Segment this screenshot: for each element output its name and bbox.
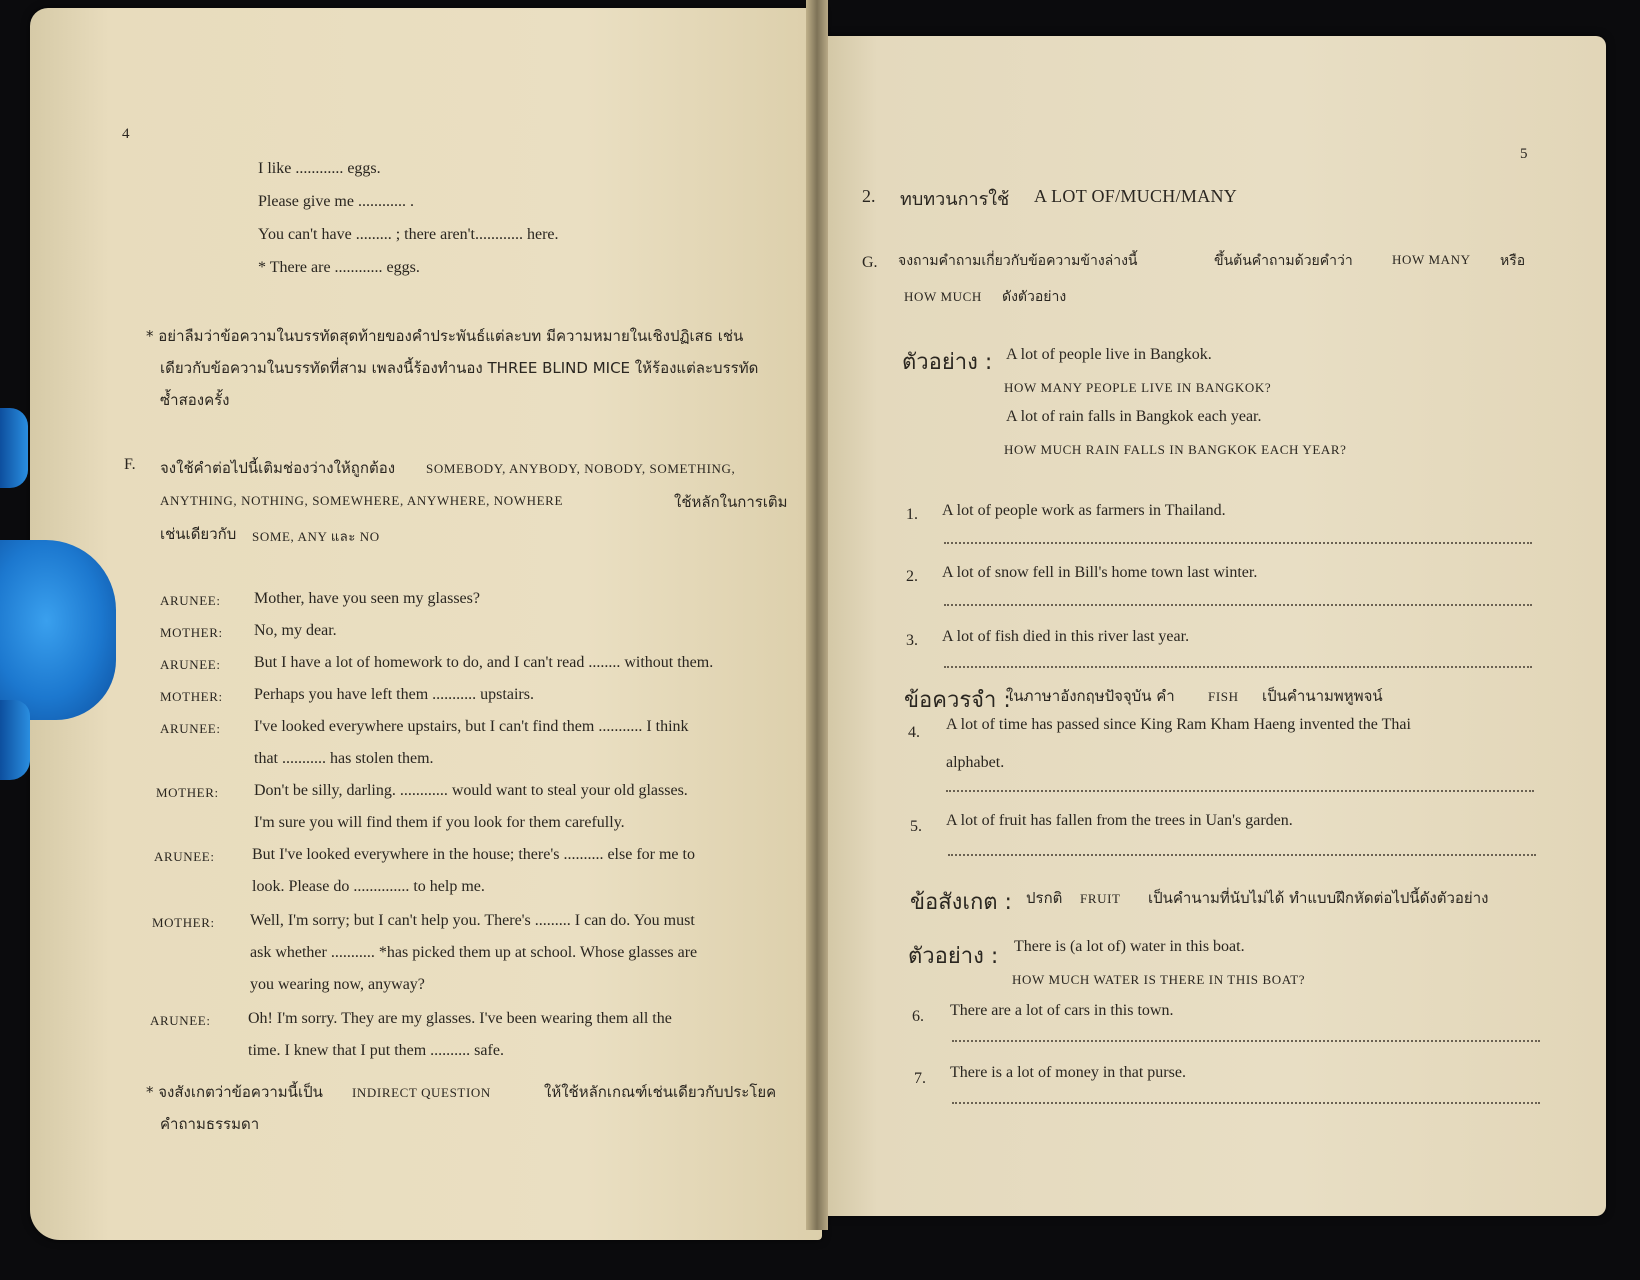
exercise-instruction: จงใช้คำต่อไปนี้เติมช่องว่างให้ถูกต้อง — [160, 459, 396, 477]
example-label: ตัวอย่าง : — [908, 944, 999, 969]
word-list: ANYTHING, NOTHING, SOMEWHERE, ANYWHERE, NOWHERE — [160, 493, 563, 508]
example-question: HOW MUCH RAIN FALLS IN BANGKOK EACH YEAR? — [1004, 442, 1347, 457]
item-number: 3. — [906, 632, 918, 649]
section-title-thai: ทบทวนการใช้ — [900, 189, 1010, 210]
keyword: FISH — [1208, 689, 1239, 704]
section-number: 2. — [862, 186, 876, 206]
item-number: 1. — [906, 506, 918, 523]
dialogue-speaker: MOTHER: — [152, 915, 215, 930]
item-text: alphabet. — [946, 754, 1005, 771]
dialogue-line: Oh! I'm sorry. They are my glasses. I've been wearing them all the — [248, 1010, 672, 1027]
page-number-right: 5 — [1520, 146, 1528, 162]
example-sentence: A lot of rain falls in Bangkok each year. — [1006, 408, 1262, 425]
dialogue-line: look. Please do .............. to help me. — [252, 878, 485, 895]
footnote-text: ให้ใช้หลักเกณฑ์เช่นเดียวกับประโยค — [544, 1083, 777, 1101]
answer-line — [944, 666, 1532, 668]
dialogue-line: you wearing now, anyway? — [250, 976, 425, 993]
item-text: There is a lot of money in that purse. — [950, 1064, 1186, 1081]
dialogue-speaker: ARUNEE: — [160, 593, 221, 608]
item-text: A lot of fruit has fallen from the trees in Uan's garden. — [946, 812, 1293, 829]
example-line: Please give me ............ . — [258, 193, 414, 210]
glove-thumb — [0, 540, 116, 720]
example-line: You can't have ......... ; there aren't............ here. — [258, 226, 559, 243]
example-sentence: A lot of people live in Bangkok. — [1006, 346, 1212, 363]
dialogue-speaker: ARUNEE: — [150, 1013, 211, 1028]
answer-line — [944, 542, 1532, 544]
dialogue-line: ask whether ........... *has picked them up at school. Whose glasses are — [250, 944, 698, 961]
dialogue-line: I've looked everywhere upstairs, but I can't find them ........... I think — [254, 718, 689, 735]
word-list: SOMEBODY, ANYBODY, NOBODY, SOMETHING, — [426, 461, 736, 476]
dialogue-line: that ........... has stolen them. — [254, 750, 434, 767]
section-title: A LOT OF/MUCH/MANY — [1034, 186, 1238, 206]
remember-text: ในภาษาอังกฤษปัจจุบัน คำ — [1006, 687, 1175, 705]
exercise-instruction: ใช้หลักในการเติม — [674, 493, 788, 511]
example-question: HOW MUCH WATER IS THERE IN THIS BOAT? — [1012, 972, 1306, 987]
footnote-text: คำถามธรรมดา — [160, 1115, 260, 1133]
answer-line — [944, 604, 1532, 606]
dialogue-speaker: ARUNEE: — [160, 721, 221, 736]
footnote-text: * จงสังเกตว่าข้อความนี้เป็น — [146, 1083, 323, 1101]
dialogue-speaker: ARUNEE: — [154, 849, 215, 864]
observe-label: ข้อสังเกต : — [910, 890, 1012, 915]
book-gutter — [806, 0, 828, 1230]
dialogue-speaker: MOTHER: — [156, 785, 219, 800]
remember-label: ข้อควรจำ : — [904, 688, 1011, 713]
dialogue-line: Perhaps you have left them ........... upstairs. — [254, 686, 534, 703]
exercise-instruction: เช่นเดียวกับ — [160, 525, 237, 543]
item-number: 4. — [908, 724, 920, 741]
item-text: There are a lot of cars in this town. — [950, 1002, 1174, 1019]
answer-line — [946, 790, 1534, 792]
observe-text: เป็นคำนามที่นับไม่ได้ ทำแบบฝึกหัดต่อไปนี้ดังตัวอย่าง — [1148, 889, 1489, 907]
item-text: A lot of people work as farmers in Thailand. — [942, 502, 1226, 519]
exercise-letter: F. — [124, 456, 136, 473]
remember-text: เป็นคำนามพหูพจน์ — [1262, 687, 1383, 705]
exercise-instruction: หรือ — [1500, 253, 1526, 269]
dialogue-line: Well, I'm sorry; but I can't help you. There's ......... I can do. You must — [250, 912, 695, 929]
right-page — [814, 36, 1606, 1216]
exercise-letter: G. — [862, 254, 878, 271]
dialogue-line: time. I knew that I put them .......... safe. — [248, 1042, 504, 1059]
example-label: ตัวอย่าง : — [902, 350, 993, 375]
item-number: 5. — [910, 818, 922, 835]
observe-text: ปรกติ — [1026, 889, 1063, 907]
glove-finger — [0, 700, 30, 780]
item-number: 7. — [914, 1070, 926, 1087]
example-line: I like ............ eggs. — [258, 160, 381, 177]
dialogue-speaker: MOTHER: — [160, 625, 223, 640]
example-line: * There are ............ eggs. — [258, 259, 420, 276]
keyword: HOW MUCH — [904, 289, 982, 304]
item-number: 2. — [906, 568, 918, 585]
footnote-words: INDIRECT QUESTION — [352, 1085, 491, 1100]
example-sentence: There is (a lot of) water in this boat. — [1014, 938, 1245, 955]
note-line: ซ้ำสองครั้ง — [160, 391, 230, 409]
example-question: HOW MANY PEOPLE LIVE IN BANGKOK? — [1004, 380, 1272, 395]
answer-line — [952, 1102, 1540, 1104]
exercise-instruction: ดังตัวอย่าง — [1002, 289, 1067, 305]
exercise-instruction: จงถามคำถามเกี่ยวกับข้อความข้างล่างนี้ — [898, 253, 1138, 269]
note-line: * อย่าลืมว่าข้อความในบรรทัดสุดท้ายของคำประพันธ์แต่ละบท มีความหมายในเชิงปฏิเสธ เช่น — [146, 327, 744, 345]
dialogue-line: But I have a lot of homework to do, and I can't read ........ without them. — [254, 654, 714, 671]
glove-finger — [0, 408, 28, 488]
dialogue-speaker: MOTHER: — [160, 689, 223, 704]
dialogue-line: Mother, have you seen my glasses? — [254, 590, 480, 607]
dialogue-line: But I've looked everywhere in the house; there's .......... else for me to — [252, 846, 695, 863]
exercise-instruction: ขึ้นต้นคำถามด้วยคำว่า — [1214, 253, 1353, 269]
keyword: FRUIT — [1080, 891, 1121, 906]
page-number-left: 4 — [122, 126, 130, 142]
dialogue-line: No, my dear. — [254, 622, 337, 639]
dialogue-line: I'm sure you will find them if you look for them carefully. — [254, 814, 625, 831]
answer-line — [952, 1040, 1540, 1042]
dialogue-line: Don't be silly, darling. ............ would want to steal your old glasses. — [254, 782, 688, 799]
answer-line — [948, 854, 1536, 856]
item-text: A lot of snow fell in Bill's home town last winter. — [942, 564, 1258, 581]
item-number: 6. — [912, 1008, 924, 1025]
keyword: HOW MANY — [1392, 252, 1471, 267]
item-text: A lot of fish died in this river last year. — [942, 628, 1190, 645]
item-text: A lot of time has passed since King Ram Kham Haeng invented the Thai — [946, 716, 1411, 733]
dialogue-speaker: ARUNEE: — [160, 657, 221, 672]
note-line: เดียวกับข้อความในบรรทัดที่สาม เพลงนี้ร้องทำนอง THREE BLIND MICE ให้ร้องแต่ละบรรทัด — [160, 359, 759, 377]
word-list: SOME, ANY และ NO — [252, 529, 380, 544]
